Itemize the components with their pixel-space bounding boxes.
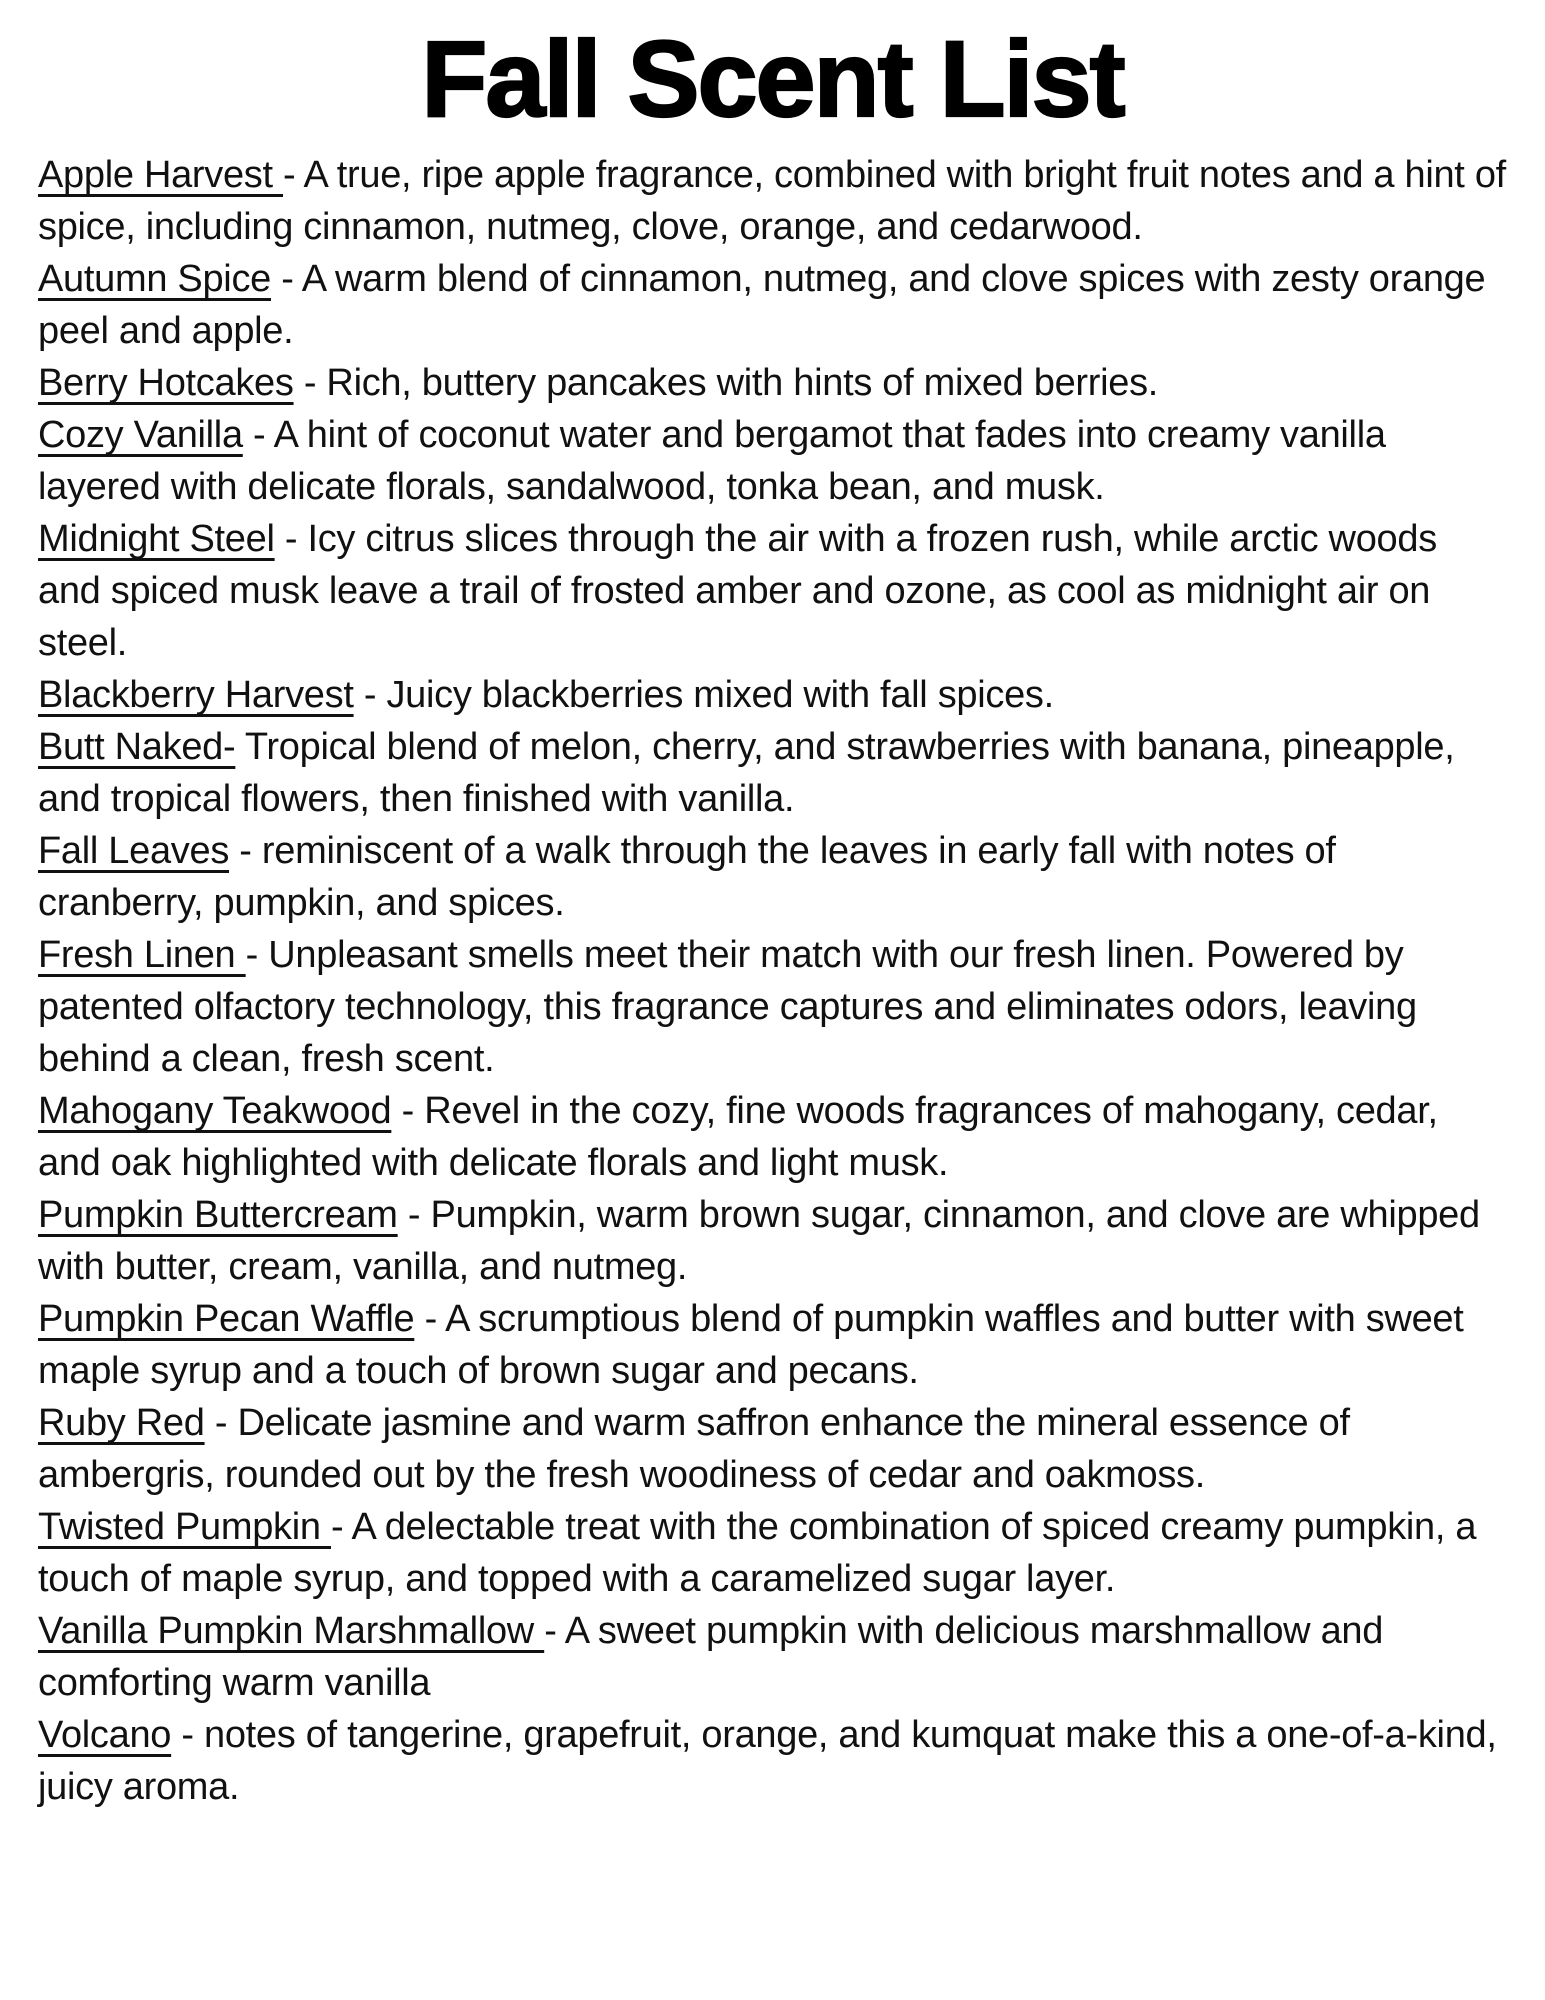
scent-entry [38, 253, 1507, 357]
scent-entry [38, 1085, 1507, 1189]
scent-name: Volcano [38, 1714, 172, 1757]
scent-name: Pumpkin Buttercream [38, 1194, 398, 1237]
scent-description: - Unpleasant smells meet their match with our fresh linen. Powered by patented olfactory technology, this fragrance captures and eliminates odors, leaving behind a clean, fresh scent. [38, 934, 1417, 1081]
scent-description: - A scrumptious blend of pumpkin waffles and butter with sweet maple syrup and a touch of brown sugar and pecans. [38, 1298, 1464, 1393]
scent-name: Fall Leaves [38, 830, 230, 873]
scent-entry [38, 1501, 1507, 1605]
scent-entry [38, 409, 1507, 513]
scent-description: - A sweet pumpkin with delicious marshmallow and comforting warm vanilla [38, 1610, 1384, 1705]
scent-description: - notes of tangerine, grapefruit, orange, and kumquat make this a one-of-a-kind, juicy aroma. [38, 1714, 1497, 1809]
scent-description: - Pumpkin, warm brown sugar, cinnamon, and clove are whipped with butter, cream, vanilla, and nutmeg. [38, 1194, 1480, 1289]
scent-name: Vanilla Pumpkin Marshmallow [38, 1610, 545, 1653]
scent-description: - A warm blend of cinnamon, nutmeg, and clove spices with zesty orange peel and apple. [38, 258, 1486, 353]
scent-entry [38, 669, 1507, 721]
scent-entry [38, 1189, 1507, 1293]
scent-entry [38, 929, 1507, 1085]
scent-entry [38, 1293, 1507, 1397]
scent-entry [38, 357, 1507, 409]
scent-description: - Juicy blackberries mixed with fall spices. [353, 674, 1054, 717]
scent-name: Midnight Steel [38, 518, 275, 561]
scent-name: Cozy Vanilla [38, 414, 243, 457]
scent-name: Twisted Pumpkin [38, 1506, 331, 1549]
scent-entry [38, 1397, 1507, 1501]
scent-description: - Revel in the cozy, fine woods fragrances of mahogany, cedar, and oak highlighted with delicate florals and light musk. [38, 1090, 1438, 1185]
scent-description: - Delicate jasmine and warm saffron enhance the mineral essence of ambergris, rounded out by the fresh woodiness of cedar and oakmoss. [38, 1402, 1350, 1497]
scent-name: Ruby Red [38, 1402, 205, 1445]
scent-description: - Icy citrus slices through the air with a frozen rush, while arctic woods and spiced musk leave a trail of frosted amber and ozone, as cool as midnight air on steel. [38, 518, 1437, 665]
scent-description: - reminiscent of a walk through the leaves in early fall with notes of cranberry, pumpkin, and spices. [38, 830, 1336, 925]
scent-entry [38, 149, 1507, 253]
scent-name: Mahogany Teakwood [38, 1090, 392, 1133]
scent-description: Tropical blend of melon, cherry, and strawberries with banana, pineapple, and tropical flowers, then finished with vanilla. [38, 726, 1455, 821]
scent-entry [38, 513, 1507, 669]
scent-name: Apple Harvest [38, 154, 284, 197]
scent-description: - Rich, buttery pancakes with hints of mixed berries. [293, 362, 1159, 405]
scent-entry [38, 721, 1507, 825]
scent-list [38, 149, 1507, 1813]
scent-name: Autumn Spice [38, 258, 271, 301]
scent-entry [38, 1709, 1507, 1813]
page-title: Fall Scent List [421, 18, 1124, 139]
scent-description: - A delectable treat with the combination of spiced creamy pumpkin, a touch of maple syrup, and topped with a caramelized sugar layer. [38, 1506, 1477, 1601]
scent-name: Fresh Linen [38, 934, 246, 977]
scent-description: - A hint of coconut water and bergamot that fades into creamy vanilla layered with delicate florals, sandalwood, tonka bean, and musk. [38, 414, 1386, 509]
scent-name: Pumpkin Pecan Waffle [38, 1298, 415, 1341]
scent-name: Blackberry Harvest [38, 674, 354, 717]
scent-name: Butt Naked- [38, 726, 236, 769]
scent-entry [38, 1605, 1507, 1709]
scent-name: Berry Hotcakes [38, 362, 294, 405]
scent-entry [38, 825, 1507, 929]
scent-description: - A true, ripe apple fragrance, combined with bright fruit notes and a hint of spice, including cinnamon, nutmeg, clove, orange, and cedarwood. [38, 154, 1506, 249]
